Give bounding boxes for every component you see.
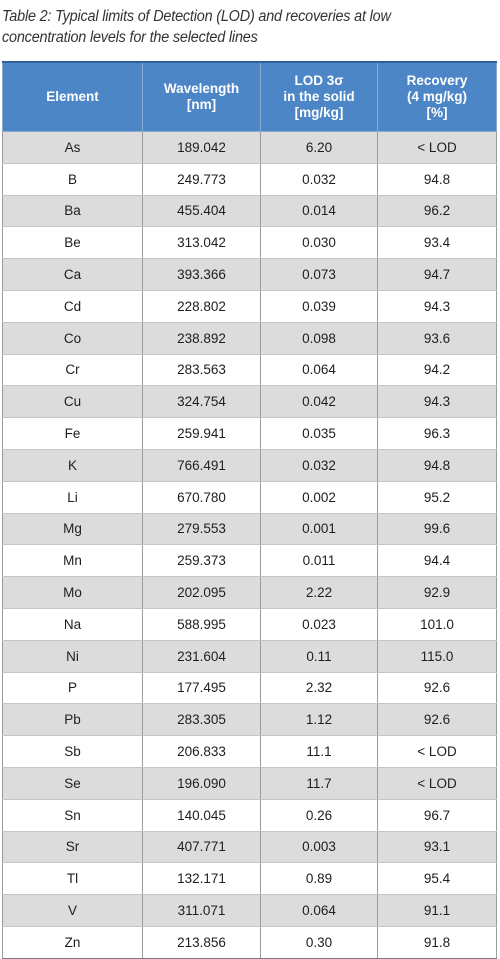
cell-lod: 0.032	[261, 449, 378, 481]
cell-recovery: 115.0	[378, 640, 497, 672]
cell-element: Ba	[3, 195, 143, 227]
cell-element: Be	[3, 227, 143, 259]
cell-element: Co	[3, 322, 143, 354]
cell-lod: 0.003	[261, 831, 378, 863]
cell-wavelength: 283.563	[143, 354, 261, 386]
cell-lod: 0.89	[261, 863, 378, 895]
cell-recovery: 96.2	[378, 195, 497, 227]
cell-lod: 0.098	[261, 322, 378, 354]
cell-element: Pb	[3, 704, 143, 736]
cell-lod: 11.7	[261, 767, 378, 799]
table-row	[3, 322, 497, 354]
cell-lod: 6.20	[261, 132, 378, 164]
table-row	[3, 449, 497, 481]
cell-wavelength: 283.305	[143, 704, 261, 736]
table-row	[3, 895, 497, 927]
cell-wavelength: 279.553	[143, 513, 261, 545]
table-row	[3, 863, 497, 895]
cell-element: Tl	[3, 863, 143, 895]
table-row	[3, 640, 497, 672]
cell-element: Na	[3, 608, 143, 640]
cell-element: Li	[3, 481, 143, 513]
header-lod-line-2: in the solid	[283, 89, 355, 104]
cell-recovery: 101.0	[378, 608, 497, 640]
cell-element: Sr	[3, 831, 143, 863]
cell-element: Ca	[3, 259, 143, 291]
cell-wavelength: 249.773	[143, 163, 261, 195]
table-row	[3, 736, 497, 768]
cell-wavelength: 766.491	[143, 449, 261, 481]
cell-element: Mn	[3, 545, 143, 577]
cell-recovery: 94.8	[378, 449, 497, 481]
cell-lod: 0.023	[261, 608, 378, 640]
cell-element: V	[3, 895, 143, 927]
cell-element: Fe	[3, 418, 143, 450]
table-row	[3, 767, 497, 799]
cell-recovery: 92.6	[378, 704, 497, 736]
cell-element: B	[3, 163, 143, 195]
cell-element: Zn	[3, 926, 143, 958]
cell-recovery: < LOD	[378, 132, 497, 164]
cell-wavelength: 324.754	[143, 386, 261, 418]
cell-recovery: 95.2	[378, 481, 497, 513]
cell-recovery: 94.2	[378, 354, 497, 386]
cell-recovery: < LOD	[378, 767, 497, 799]
table-row	[3, 481, 497, 513]
header-lod-line-3: [mg/kg]	[294, 105, 344, 120]
header-element-label: Element	[46, 89, 99, 104]
header-row	[3, 62, 497, 132]
cell-lod: 0.064	[261, 895, 378, 927]
cell-wavelength: 202.095	[143, 577, 261, 609]
table-row	[3, 831, 497, 863]
cell-recovery: 94.3	[378, 386, 497, 418]
cell-lod: 0.030	[261, 227, 378, 259]
cell-recovery: 92.9	[378, 577, 497, 609]
cell-recovery: 96.3	[378, 418, 497, 450]
cell-recovery: 91.1	[378, 895, 497, 927]
table-caption	[2, 6, 495, 48]
cell-lod: 2.32	[261, 672, 378, 704]
table-row	[3, 354, 497, 386]
cell-lod: 0.035	[261, 418, 378, 450]
cell-element: Sb	[3, 736, 143, 768]
table-row	[3, 799, 497, 831]
header-wavelength-line-2: [nm]	[186, 97, 217, 112]
table-row	[3, 195, 497, 227]
cell-lod: 2.22	[261, 577, 378, 609]
header-recovery	[378, 62, 497, 132]
table-row	[3, 513, 497, 545]
table-header	[3, 62, 497, 132]
cell-recovery: 94.8	[378, 163, 497, 195]
cell-wavelength: 238.892	[143, 322, 261, 354]
cell-wavelength: 259.373	[143, 545, 261, 577]
table-row	[3, 227, 497, 259]
cell-element: Se	[3, 767, 143, 799]
cell-element: P	[3, 672, 143, 704]
cell-wavelength: 311.071	[143, 895, 261, 927]
cell-recovery: 93.1	[378, 831, 497, 863]
cell-element: Mo	[3, 577, 143, 609]
header-wavelength	[143, 62, 261, 132]
cell-wavelength: 407.771	[143, 831, 261, 863]
cell-element: Sn	[3, 799, 143, 831]
cell-lod: 1.12	[261, 704, 378, 736]
table-row	[3, 704, 497, 736]
header-lod-line-1: LOD 3σ	[294, 73, 344, 88]
table-body	[3, 132, 497, 959]
cell-lod: 0.011	[261, 545, 378, 577]
cell-wavelength: 313.042	[143, 227, 261, 259]
cell-element: Ni	[3, 640, 143, 672]
table-row	[3, 577, 497, 609]
cell-wavelength: 455.404	[143, 195, 261, 227]
table-row	[3, 545, 497, 577]
cell-element: K	[3, 449, 143, 481]
cell-recovery: 99.6	[378, 513, 497, 545]
cell-wavelength: 393.366	[143, 259, 261, 291]
cell-recovery: 94.3	[378, 290, 497, 322]
cell-recovery: 94.4	[378, 545, 497, 577]
cell-lod: 0.042	[261, 386, 378, 418]
cell-lod: 0.039	[261, 290, 378, 322]
cell-lod: 0.30	[261, 926, 378, 958]
cell-lod: 11.1	[261, 736, 378, 768]
header-wavelength-line-1: Wavelength	[163, 81, 240, 96]
cell-recovery: < LOD	[378, 736, 497, 768]
table-row	[3, 672, 497, 704]
cell-wavelength: 189.042	[143, 132, 261, 164]
cell-recovery: 96.7	[378, 799, 497, 831]
cell-lod: 0.064	[261, 354, 378, 386]
cell-lod: 0.073	[261, 259, 378, 291]
cell-element: Cd	[3, 290, 143, 322]
cell-wavelength: 196.090	[143, 767, 261, 799]
cell-wavelength: 140.045	[143, 799, 261, 831]
cell-wavelength: 132.171	[143, 863, 261, 895]
cell-lod: 0.001	[261, 513, 378, 545]
header-element	[3, 62, 143, 132]
cell-element: Cr	[3, 354, 143, 386]
cell-lod: 0.11	[261, 640, 378, 672]
lod-recovery-table	[2, 61, 497, 959]
cell-element: Cu	[3, 386, 143, 418]
cell-wavelength: 588.995	[143, 608, 261, 640]
cell-lod: 0.014	[261, 195, 378, 227]
table-row	[3, 163, 497, 195]
table-row	[3, 608, 497, 640]
header-recovery-line-1: Recovery	[406, 73, 468, 88]
cell-wavelength: 177.495	[143, 672, 261, 704]
cell-recovery: 91.8	[378, 926, 497, 958]
cell-recovery: 93.6	[378, 322, 497, 354]
table-row	[3, 418, 497, 450]
cell-element: Mg	[3, 513, 143, 545]
table-caption-line-1: Table 2: Typical limits of Detection (LOD) and recoveries at low	[2, 8, 391, 25]
cell-recovery: 94.7	[378, 259, 497, 291]
table-row	[3, 386, 497, 418]
header-recovery-line-3: [%]	[426, 105, 448, 120]
cell-recovery: 95.4	[378, 863, 497, 895]
cell-wavelength: 670.780	[143, 481, 261, 513]
cell-wavelength: 259.941	[143, 418, 261, 450]
cell-recovery: 93.4	[378, 227, 497, 259]
header-lod	[261, 62, 378, 132]
table-row	[3, 132, 497, 164]
cell-lod: 0.26	[261, 799, 378, 831]
cell-wavelength: 231.604	[143, 640, 261, 672]
table-row	[3, 259, 497, 291]
table-row	[3, 290, 497, 322]
cell-wavelength: 228.802	[143, 290, 261, 322]
table-caption-line-2: concentration levels for the selected lines	[2, 29, 258, 46]
table-row	[3, 926, 497, 958]
cell-element: As	[3, 132, 143, 164]
cell-lod: 0.002	[261, 481, 378, 513]
header-recovery-line-2: (4 mg/kg)	[406, 89, 467, 104]
cell-recovery: 92.6	[378, 672, 497, 704]
cell-wavelength: 213.856	[143, 926, 261, 958]
cell-wavelength: 206.833	[143, 736, 261, 768]
cell-lod: 0.032	[261, 163, 378, 195]
